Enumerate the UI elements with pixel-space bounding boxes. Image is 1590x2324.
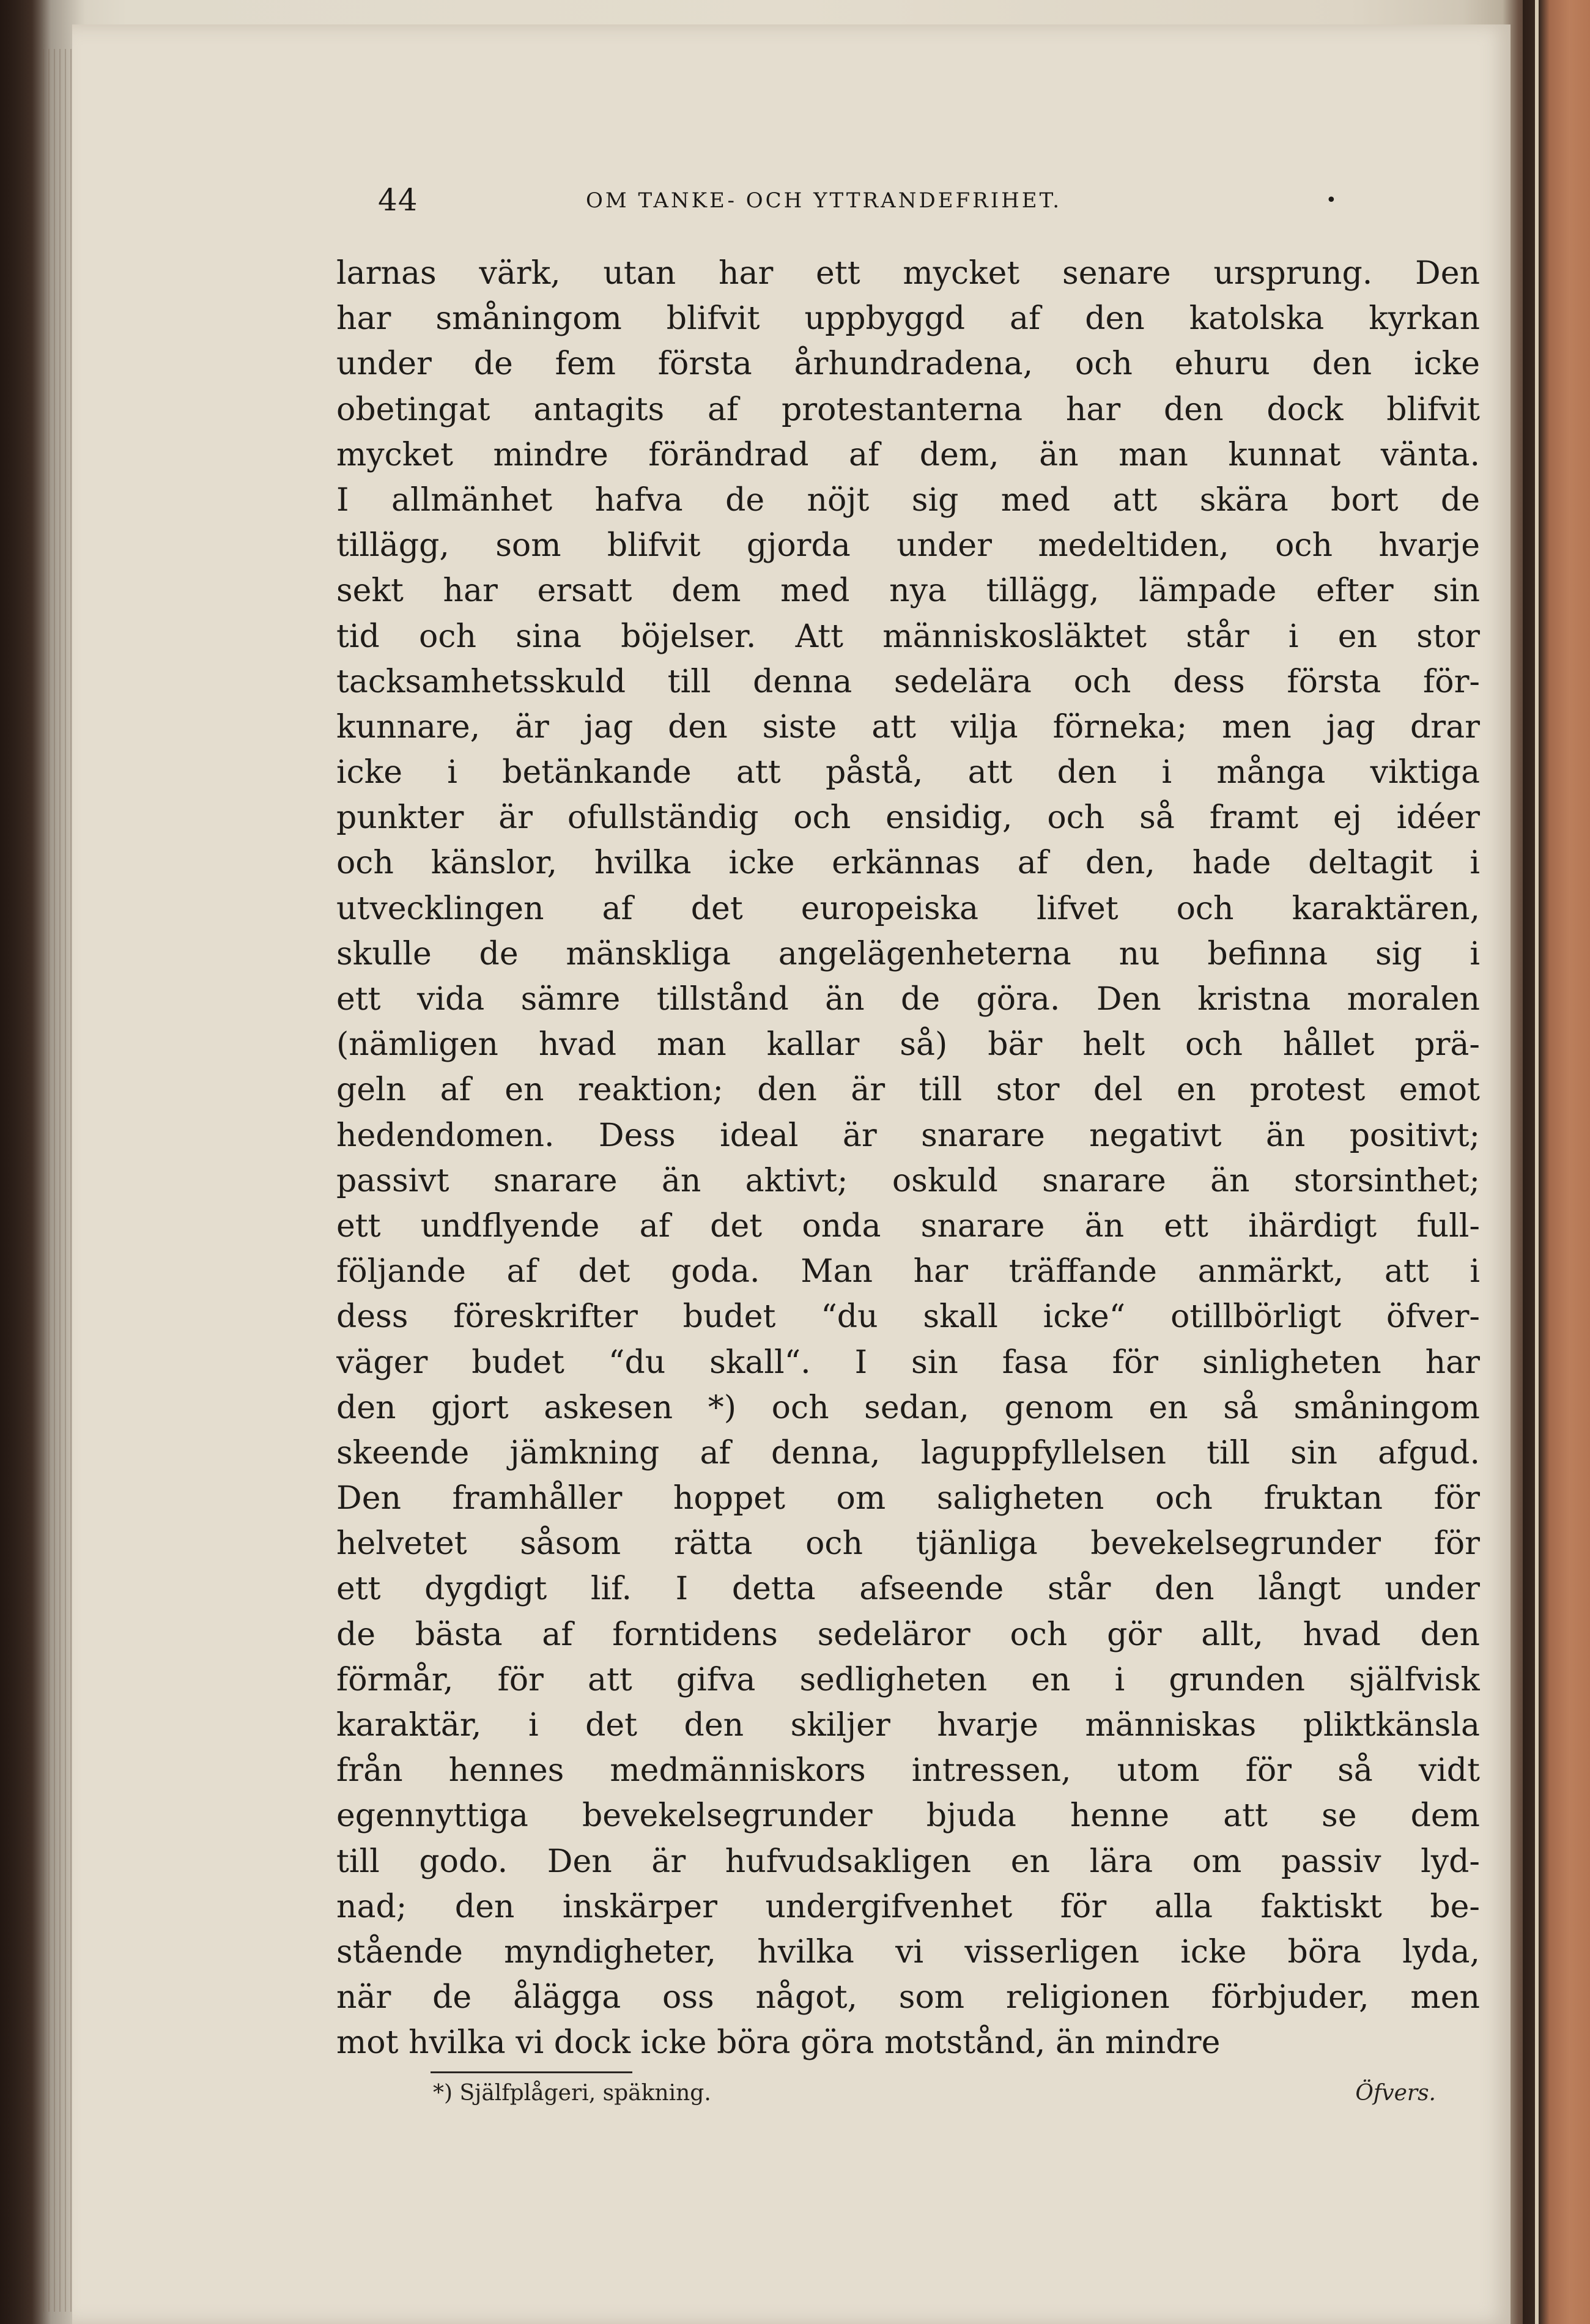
text-line: ett undflyende af det onda snarare än ett ihärdigt full- [336,1207,1480,1245]
text-line: tid och sina böjelser. Att människosläktet står i en stor [336,618,1480,655]
text-line: tillägg, som blifvit gjorda under medeltiden, och hvarje [336,527,1480,564]
text-line: tacksamhetsskuld till denna sedelära och dess första för- [336,663,1480,700]
text-line: hedendomen. Dess ideal är snarare negativt än positivt; [336,1117,1480,1154]
text-line: nad; den inskärper undergifvenhet för alla faktiskt be- [336,1888,1480,1925]
footnote-text: *) Själfplågeri, späkning. [433,2081,711,2106]
text-line: ett vida sämre tillstånd än de göra. Den kristna moralen [336,981,1480,1018]
text-line: punkter är ofullständig och ensidig, och så framt ej idéer [336,799,1480,837]
body-text [336,251,1480,2066]
text-line: Den framhåller hoppet om saligheten och fruktan för [336,1480,1480,1517]
text-line: ett dygdigt lif. I detta afseende står den långt under [336,1571,1480,1608]
text-line: mot hvilka vi dock icke böra göra motstånd, än mindre [336,2024,1221,2062]
running-head-title: OM TANKE- OCH YTTRANDEFRIHET. [586,188,1062,213]
footnote-rule [431,2071,632,2073]
text-line: kunnare, är jag den siste att vilja förneka; men jag drar [336,708,1480,746]
text-line: passivt snarare än aktivt; oskuld snarare än storsinthet; [336,1162,1480,1199]
text-line: geln af en reaktion; den är till stor del en protest emot [336,1071,1480,1109]
text-line: skeende jämkning af denna, laguppfyllelsen till sin afgud. [336,1434,1480,1471]
footnote-signature: Öfvers. [1355,2081,1436,2106]
text-line: och känslor, hvilka icke erkännas af den, hade deltagit i [336,845,1480,882]
text-line: dess föreskrifter budet “du skall icke“ otillbörligt öfver- [336,1298,1480,1336]
text-line: mycket mindre förändrad af dem, än man kunnat vänta. [336,436,1480,473]
text-line: obetingat antagits af protestanterna har den dock blifvit [336,391,1480,428]
text-line: till godo. Den är hufvudsakligen en lära om passiv lyd- [336,1843,1480,1880]
text-line: från hennes medmänniskors intressen, utom för så vidt [336,1752,1480,1789]
text-line: när de ålägga oss något, som religionen förbjuder, men [336,1979,1480,2016]
text-line: stående myndigheter, hvilka vi visserligen icke böra lyda, [336,1933,1480,1971]
text-line: larnas värk, utan har ett mycket senare ursprung. Den [336,255,1480,292]
text-line: sekt har ersatt dem med nya tillägg, lämpade efter sin [336,572,1480,610]
cover-stripe [1535,0,1539,2324]
text-line: följande af det goda. Man har träffande anmärkt, att i [336,1253,1480,1290]
text-line: förmår, för att gifva sedligheten en i grunden själfvisk [336,1661,1480,1698]
page-number: 44 [378,182,418,218]
text-line: egennyttiga bevekelsegrunder bjuda henne att se dem [336,1797,1480,1835]
text-line: (nämligen hvad man kallar så) bär helt och hållet prä- [336,1026,1480,1064]
book-page [72,24,1511,2324]
text-line: de bästa af forntidens sedeläror och gör allt, hvad den [336,1616,1480,1653]
running-head [72,182,1511,231]
text-line: utvecklingen af det europeiska lifvet och karaktären, [336,890,1480,927]
text-line: helvetet såsom rätta och tjänliga bevekelsegrunder för [336,1525,1480,1563]
running-head-mark: • [1326,190,1337,211]
text-line: I allmänhet hafva de nöjt sig med att skära bort de [336,481,1480,519]
text-line: skulle de mänskliga angelägenheterna nu befinna sig i [336,935,1480,972]
text-line: under de fem första århundradena, och ehuru den icke [336,346,1480,383]
text-line: den gjort askesen *) och sedan, genom en så småningom [336,1389,1480,1426]
text-line: icke i betänkande att påstå, att den i många viktiga [336,754,1480,791]
book-cover-edge [1523,0,1590,2324]
page-edges [43,49,72,2312]
text-line: karaktär, i det den skiljer hvarje människas pliktkänsla [336,1707,1480,1744]
text-line: har småningom blifvit uppbyggd af den katolska kyrkan [336,300,1480,338]
text-line: väger budet “du skall“. I sin fasa för sinligheten har [336,1344,1480,1381]
